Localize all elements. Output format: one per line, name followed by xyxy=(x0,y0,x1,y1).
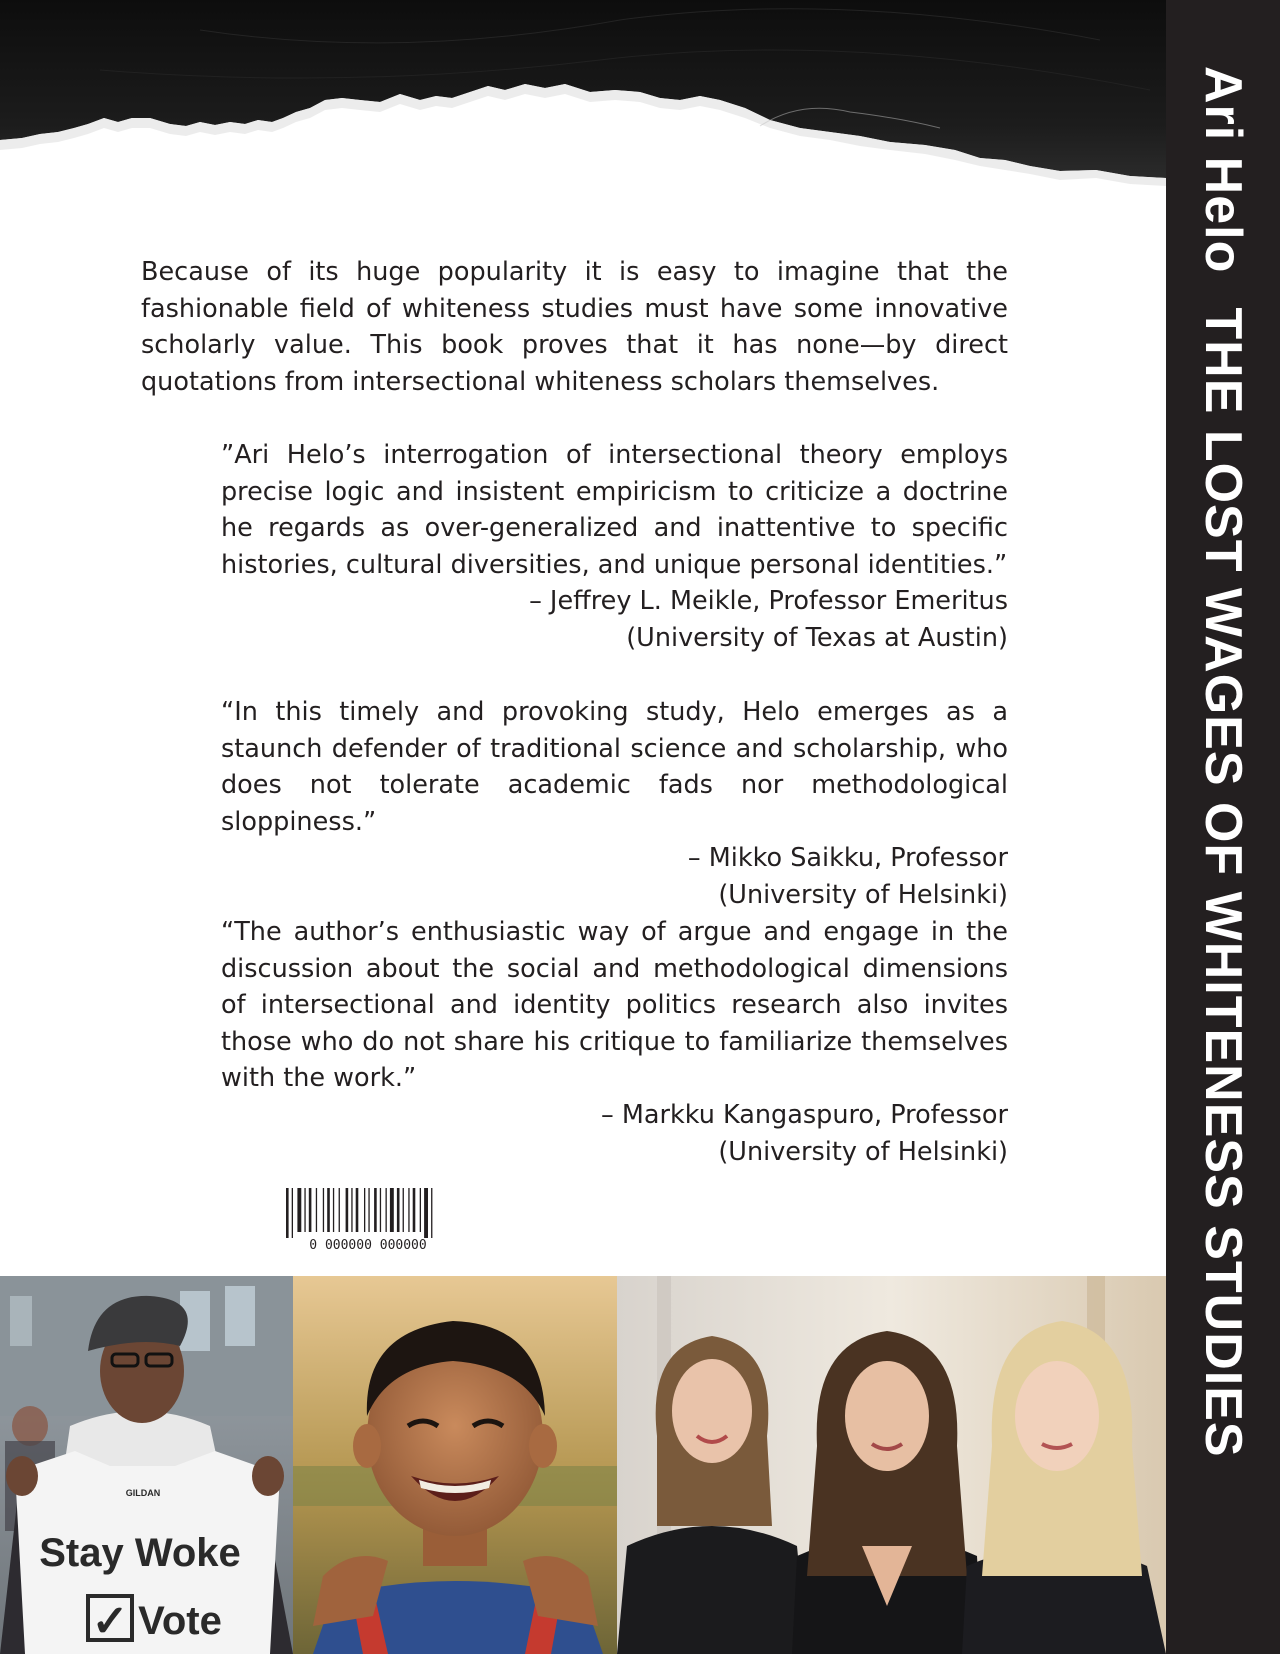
barcode-bar xyxy=(297,1188,301,1232)
barcode-bar xyxy=(327,1188,330,1232)
spine-author: Ari Helo xyxy=(1194,66,1252,274)
endorsement-quote: ”Ari Helo’s interrogation of intersectional theory employs precise logic and insistent empiricism to criticize a doctrine he regards as over-generalized and inattentive to specific histories, cultural diversities, and unique personal identities.” xyxy=(221,440,1008,580)
shirt-tag: GILDAN xyxy=(125,1488,161,1498)
endorsement-author: – Markku Kangaspuro, Professor xyxy=(600,1099,1008,1130)
barcode-bar xyxy=(304,1188,305,1232)
torn-paper-header xyxy=(0,0,1166,260)
photo-child xyxy=(293,1276,617,1654)
barcode-bar xyxy=(292,1188,293,1238)
endorsement-author: – Jeffrey L. Meikle, Professor Emeritus xyxy=(529,586,1008,617)
shirt-check: ✓ xyxy=(91,1597,129,1646)
barcode-bar xyxy=(403,1188,404,1232)
endorsement-affiliation: (University of Helsinki) xyxy=(718,879,1008,910)
photo-child-image xyxy=(293,1276,617,1654)
barcode xyxy=(278,1186,458,1252)
barcode-bar xyxy=(346,1188,349,1232)
barcode-bar xyxy=(368,1188,369,1232)
barcode-bar xyxy=(323,1188,324,1232)
barcode-bar xyxy=(356,1188,359,1232)
book-spine xyxy=(1166,0,1280,1654)
endorsement-2 xyxy=(221,694,1008,914)
endorsement-3 xyxy=(221,914,1008,1170)
barcode-bar xyxy=(431,1188,432,1238)
photo-activist-shirt xyxy=(0,1276,293,1654)
blurb-intro: Because of its huge popularity it is easy to imagine that the fashionable field of whiteness studies must have some innovative scholarly value. This book proves that it has none—by direct quotations from intersectional whiteness scholars themselves. xyxy=(141,257,1008,397)
barcode-bar xyxy=(374,1188,377,1232)
barcode-bar xyxy=(424,1188,428,1238)
barcode-bar xyxy=(309,1188,312,1232)
endorsement-author: – Mikko Saikku, Professor xyxy=(687,843,1008,874)
barcode-bar xyxy=(420,1188,421,1232)
endorsement-1 xyxy=(221,437,1008,657)
endorsement-affiliation: (University of Helsinki) xyxy=(718,1136,1008,1167)
barcode-bar xyxy=(390,1188,394,1232)
endorsement-quote: “The author’s enthusiastic way of argue and engage in the discussion about the social and methodological dimensions of intersectional and identity politics research also invites those who do not share his critique to familiarize themselves with the work.” xyxy=(221,917,1008,1094)
photo-three-women-image xyxy=(617,1276,1166,1654)
barcode-bar xyxy=(286,1188,289,1238)
photo-activist-image xyxy=(0,1276,293,1654)
barcode-bar xyxy=(364,1188,365,1232)
barcode-bar xyxy=(339,1188,340,1232)
barcode-digits: 0 000000 000000 xyxy=(309,1238,427,1252)
barcode-bar xyxy=(386,1188,387,1232)
shirt-vote: Vote xyxy=(138,1599,222,1643)
barcode-bar xyxy=(351,1188,352,1232)
spine-title-line xyxy=(1194,66,1252,1458)
barcode-bar xyxy=(397,1188,400,1232)
barcode-bar xyxy=(380,1188,381,1232)
spine-book-title: THE LOST WAGES OF WHITENESS STUDIES xyxy=(1194,307,1252,1458)
barcode-bar xyxy=(413,1188,416,1232)
shirt-slogan: Stay Woke xyxy=(39,1531,241,1575)
photo-three-women xyxy=(617,1276,1166,1654)
barcode-bar xyxy=(316,1188,317,1232)
barcode-bar xyxy=(333,1188,334,1232)
barcode-bar xyxy=(408,1188,409,1232)
endorsement-quote: “In this timely and provoking study, Helo emerges as a staunch defender of traditional science and scholarship, who does not tolerate academic fads nor methodological sloppiness.” xyxy=(221,697,1008,837)
endorsement-affiliation: (University of Texas at Austin) xyxy=(626,622,1008,653)
